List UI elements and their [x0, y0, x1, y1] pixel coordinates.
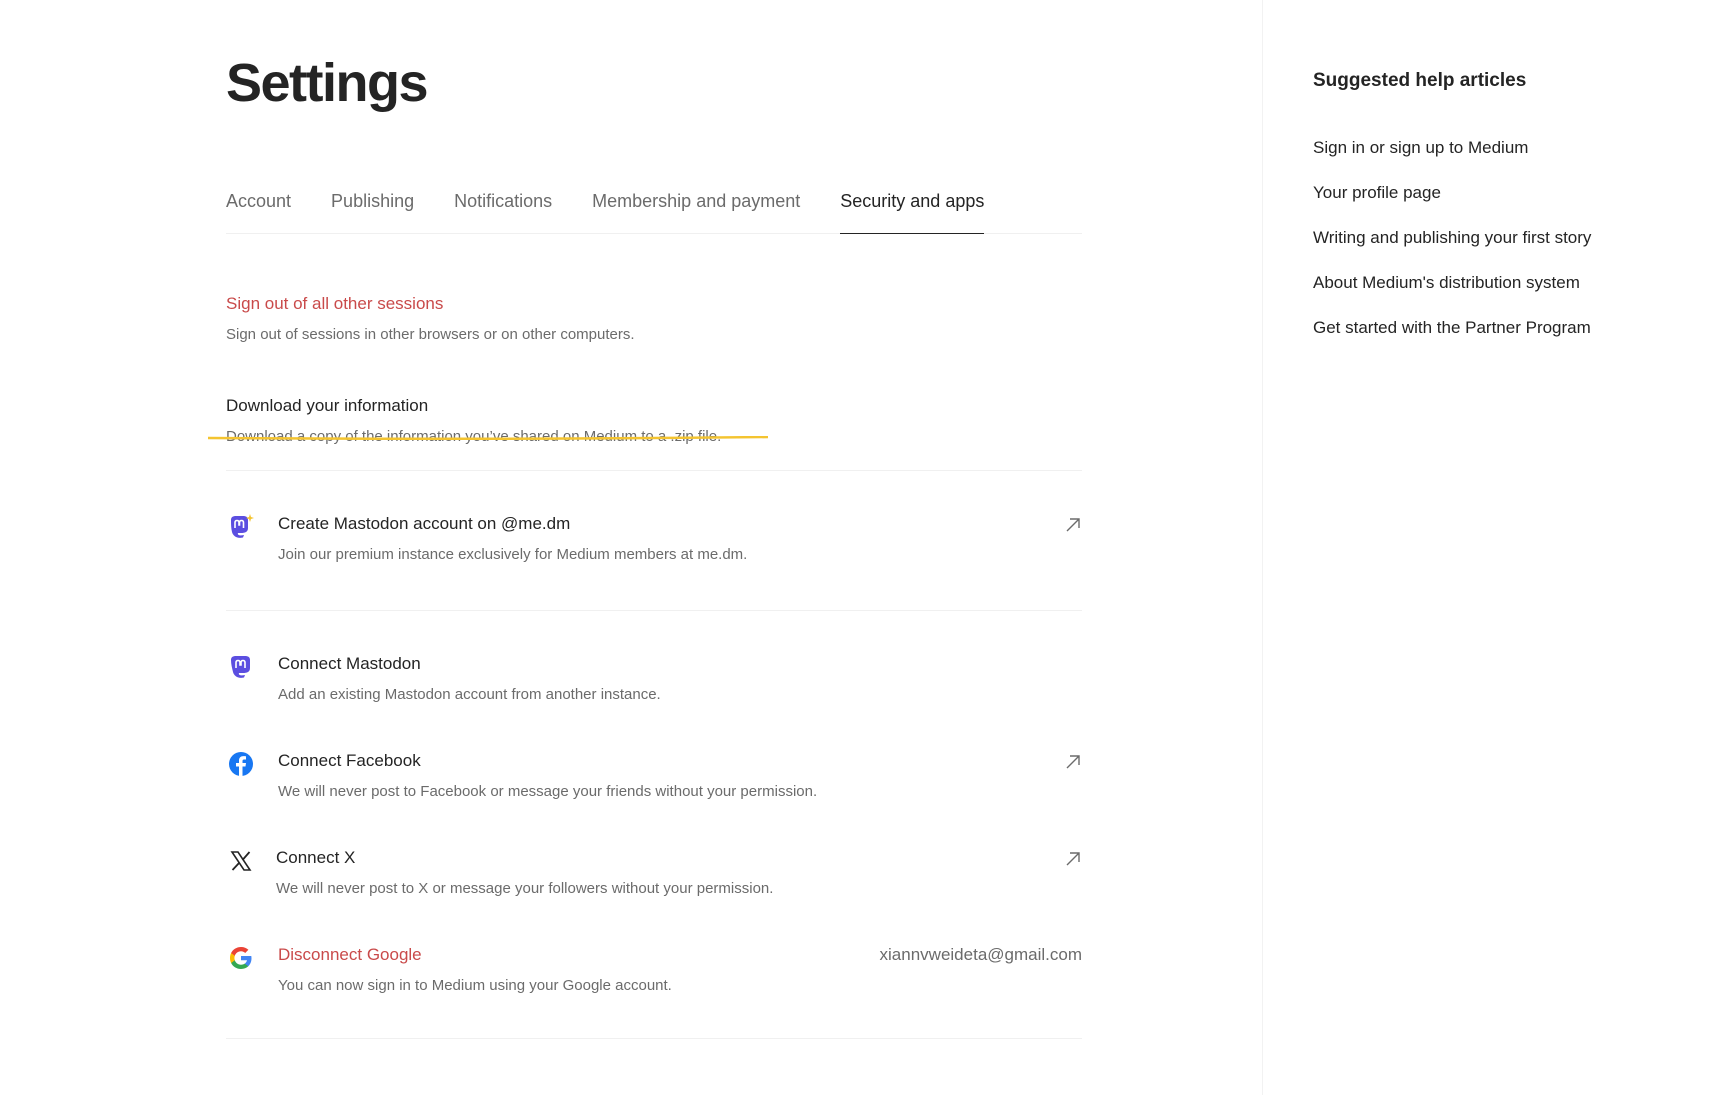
- tab-publishing[interactable]: Publishing: [331, 191, 415, 211]
- google-row: [226, 943, 1082, 1003]
- connect-facebook-title: Connect Facebook: [278, 751, 421, 770]
- mastodon-icon: [228, 654, 254, 680]
- external-link-arrow-icon[interactable]: [1064, 516, 1082, 534]
- external-link-arrow-icon[interactable]: [1064, 850, 1082, 868]
- connect-facebook-description: We will never post to Facebook or message your friends without your permission.: [278, 783, 818, 800]
- disconnect-google-link[interactable]: Disconnect Google: [278, 945, 422, 964]
- google-icon: [228, 945, 254, 971]
- download-description: Download a copy of the information you’ve shared on Medium to a .zip file.: [226, 428, 722, 445]
- help-article-link[interactable]: Your profile page: [1313, 183, 1441, 202]
- signout-description: Sign out of sessions in other browsers or on other computers.: [226, 326, 635, 343]
- settings-tabs: [226, 184, 1082, 234]
- help-articles-title: Suggested help articles: [1313, 70, 1527, 91]
- connect-mastodon-title: Connect Mastodon: [278, 654, 421, 673]
- tab-security-and-apps[interactable]: Security and apps: [840, 184, 984, 234]
- tab-membership-and-payment[interactable]: Membership and payment: [592, 191, 801, 211]
- tab-notifications[interactable]: Notifications: [454, 191, 553, 211]
- x-logo-icon: [228, 848, 254, 874]
- signout-all-sessions-link[interactable]: Sign out of all other sessions: [226, 294, 444, 313]
- signout-section: [226, 292, 1082, 346]
- create-mastodon-description: Join our premium instance exclusively for Medium members at me.dm.: [278, 546, 748, 563]
- connected-google-email: xiannvweideta@gmail.com: [879, 945, 1082, 964]
- help-article-link[interactable]: Writing and publishing your first story: [1313, 228, 1592, 247]
- connect-mastodon-row[interactable]: [226, 652, 1082, 712]
- help-article-link[interactable]: Get started with the Partner Program: [1313, 318, 1591, 337]
- help-article-link[interactable]: About Medium's distribution system: [1313, 273, 1580, 292]
- download-information-link[interactable]: Download your information: [226, 396, 429, 415]
- create-mastodon-row[interactable]: [226, 512, 1082, 572]
- divider: [226, 470, 1082, 471]
- facebook-icon: [228, 751, 254, 777]
- help-sidebar: [1262, 0, 1720, 1095]
- google-description: You can now sign in to Medium using your Google account.: [278, 977, 672, 994]
- yellow-underline-annotation: [208, 436, 768, 440]
- tab-account[interactable]: Account: [226, 191, 292, 211]
- help-article-link[interactable]: Sign in or sign up to Medium: [1313, 138, 1529, 157]
- connect-mastodon-description: Add an existing Mastodon account from another instance.: [278, 686, 661, 703]
- page-title: Settings: [226, 53, 428, 113]
- connect-facebook-row[interactable]: [226, 749, 1082, 809]
- divider: [226, 1038, 1082, 1039]
- connect-x-row[interactable]: [226, 846, 1082, 906]
- help-articles-list: [1313, 136, 1591, 361]
- connect-x-description: We will never post to X or message your followers without your permission.: [276, 880, 774, 897]
- external-link-arrow-icon[interactable]: [1064, 753, 1082, 771]
- connect-x-title: Connect X: [276, 848, 356, 867]
- mastodon-sparkle-icon: [228, 514, 254, 540]
- divider: [226, 610, 1082, 611]
- create-mastodon-title: Create Mastodon account on @me.dm: [278, 514, 571, 533]
